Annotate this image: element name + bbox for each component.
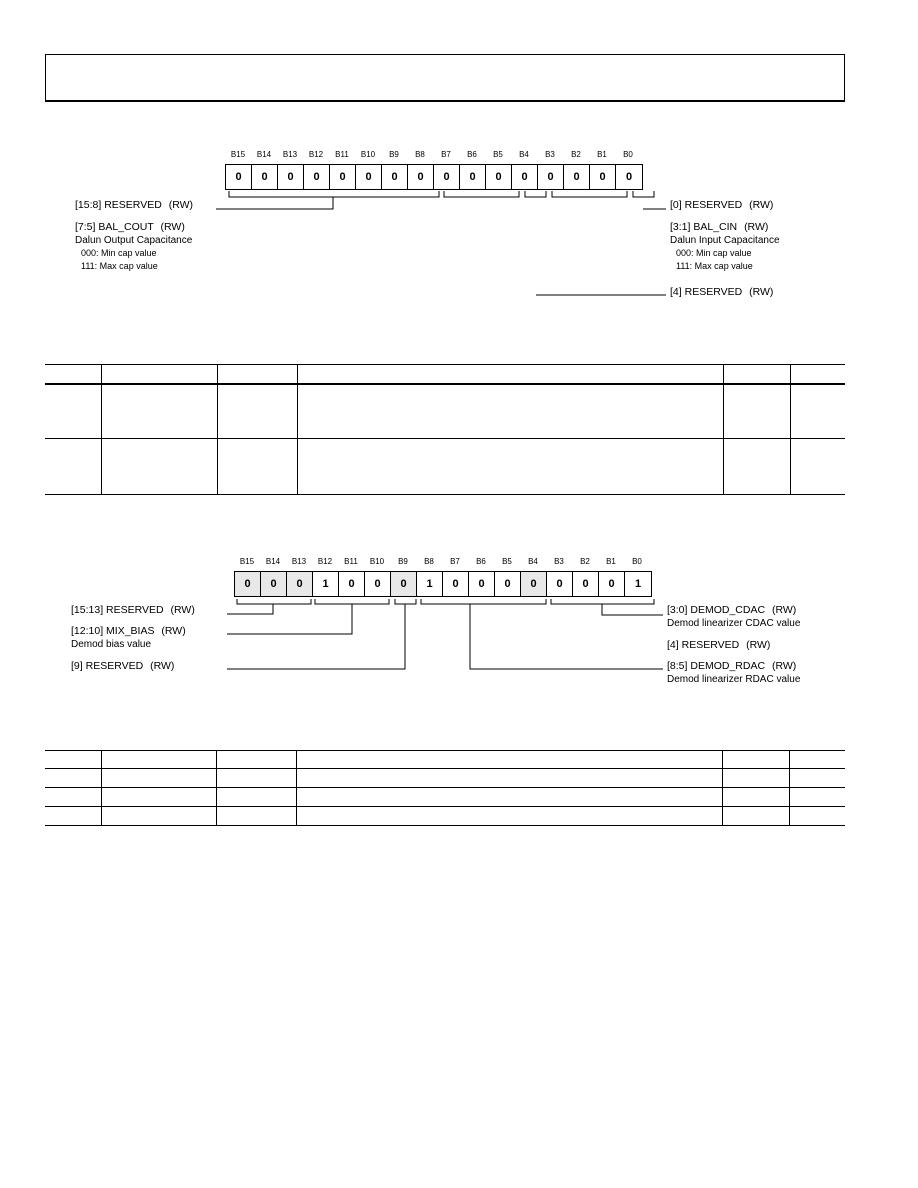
bit-label: B9 [398,557,408,566]
bit-label: B6 [476,557,486,566]
field-name: BAL_COUT [98,221,154,233]
bit-value-cell: 0 [365,572,391,596]
bit-value-cell: 0 [495,572,521,596]
field-bits: [4] [670,286,682,298]
field-bits: [0] [670,199,682,211]
field-bits: [8:5] [667,660,688,672]
bit-label: B13 [291,557,307,566]
field-access: (RW) [168,199,193,211]
field-name: RESERVED [85,660,144,672]
field-bits: [12:10] [71,625,104,637]
bit-value-cell: 0 [434,165,460,189]
bit-label: B14 [256,150,272,159]
bit-value-cell: 0 [538,165,564,189]
field-description: Demod bias value [71,639,152,650]
bit-label: B11 [335,150,349,159]
field-access: (RW) [746,639,771,651]
bit-value-cell: 1 [634,578,642,590]
bit-label: B3 [554,557,564,566]
bit-label: B1 [606,557,616,566]
bit-value-cell: 0 [252,165,278,189]
bit-value-cell: 0 [304,165,330,189]
bit-label: B4 [519,150,529,159]
bit-label: B4 [528,557,538,566]
bit-label: B0 [623,150,633,159]
field-bits: [9] [71,660,83,672]
bit-label: B7 [441,150,451,159]
bit-value-cell: 0 [356,165,382,189]
field-access: (RW) [170,604,195,616]
bit-value-cell: 0 [443,572,469,596]
field-access: (RW) [771,604,797,616]
field-r2-reserved-4 [667,639,770,652]
bit-label: B7 [450,557,460,566]
bit-value-cell: 1 [313,572,339,596]
bit-value-cell: 0 [547,572,573,596]
bit-label: B8 [415,150,425,159]
field-option: 111: Max cap value [676,261,753,271]
bit-value-cell: 0 [590,165,616,189]
bit-value-cell: 0 [339,572,365,596]
bit-label: B15 [230,150,246,159]
bit-label: B1 [597,150,607,159]
field-description: Dalun Output Capacitance [75,235,193,246]
bit-label: B3 [545,150,555,159]
bit-label: B13 [282,150,298,159]
field-access: (RW) [150,660,175,672]
field-bits: [15:13] [71,604,104,616]
field-bits: [15:8] [75,199,102,211]
bit-value-cell: 0 [573,572,599,596]
bit-label: B5 [502,557,512,566]
field-name: RESERVED [104,199,162,211]
bit-label: B8 [424,557,434,566]
field-access: (RW) [160,221,185,233]
field-name: MIX_BIAS [106,625,155,637]
bit-label: B6 [467,150,477,159]
bit-value-cell: 1 [417,572,443,596]
table-row [45,788,845,807]
table-row [45,807,845,826]
field-option: 000: Min cap value [81,248,157,258]
field-name: DEMOD_CDAC [690,604,766,616]
bit-value-cell: 0 [261,572,287,596]
field-name: RESERVED [106,604,164,616]
bit-label: B11 [344,557,358,566]
bit-label: B12 [308,150,324,159]
field-bits: [3:1] [670,221,691,233]
field-r2-reserved-9 [71,660,174,673]
field-name: RESERVED [681,639,740,651]
bit-label: B10 [369,557,385,566]
field-option: 000: Min cap value [676,248,752,258]
bit-label: B2 [580,557,590,566]
field-access: (RW) [161,625,186,637]
bit-label: B10 [360,150,376,159]
bit-label: B5 [493,150,503,159]
bit-label: B2 [571,150,581,159]
bit-value-cell: 0 [512,165,538,189]
bit-value-cell: 0 [330,165,356,189]
table-row [45,769,845,788]
field-name: DEMOD_RDAC [690,660,766,672]
field-r2-reserved-15-13 [71,604,195,617]
register2-table [45,750,845,826]
field-description: Dalun Input Capacitance [670,235,780,246]
bit-label: B0 [632,557,642,566]
bit-value-cell: 0 [235,572,261,596]
field-name: RESERVED [684,199,743,211]
field-access: (RW) [744,221,769,233]
field-access: (RW) [771,660,797,672]
field-option: 111: Max cap value [81,261,158,271]
field-description: Demod linearizer RDAC value [667,674,801,685]
field-bits: [7:5] [75,221,96,233]
field-r2-demod-cdac [667,604,800,630]
bit-label: B9 [389,150,399,159]
bit-value-cell: 0 [486,165,512,189]
field-name: RESERVED [684,286,743,298]
field-bits: [3:0] [667,604,688,616]
field-bits: [4] [667,639,679,651]
bit-label: B15 [239,557,255,566]
bit-value-cell: 0 [382,165,408,189]
bit-value-cell: 0 [226,165,252,189]
bit-value-cell: 0 [469,572,495,596]
table-header-row [45,751,845,769]
bit-label: B12 [317,557,333,566]
field-access: (RW) [749,199,774,211]
bit-value-cell: 0 [287,572,313,596]
bit-value-cell: 0 [408,165,434,189]
bit-value-cell: 0 [460,165,486,189]
field-name: BAL_CIN [693,221,738,233]
field-r2-mix-bias [71,625,186,651]
bit-value-cell: 0 [625,171,633,183]
field-r2-demod-rdac [667,660,800,686]
bit-value-cell: 0 [391,572,417,596]
bit-value-cell: 0 [599,572,625,596]
bit-value-cell: 0 [564,165,590,189]
bit-value-cell: 0 [278,165,304,189]
field-description: Demod linearizer CDAC value [667,618,801,629]
bit-value-cell: 0 [521,572,547,596]
field-access: (RW) [749,286,774,298]
bit-label: B14 [265,557,281,566]
